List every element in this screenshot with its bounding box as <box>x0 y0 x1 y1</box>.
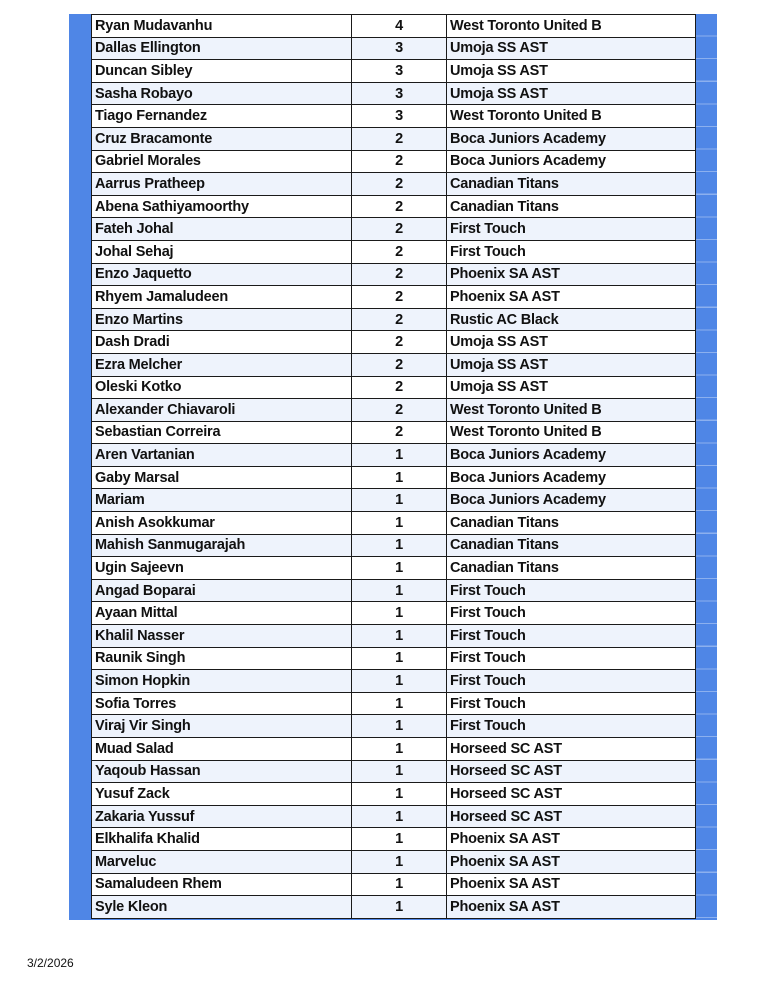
player-name-cell: Alexander Chiavaroli <box>92 399 352 422</box>
team-name-cell: First Touch <box>447 647 696 670</box>
player-name-cell: Gaby Marsal <box>92 466 352 489</box>
goals-cell: 2 <box>352 195 447 218</box>
team-name-cell: Phoenix SA AST <box>447 873 696 896</box>
table-row <box>92 760 696 783</box>
sheet-right-column <box>694 14 717 920</box>
player-name-cell: Ugin Sajeevn <box>92 557 352 580</box>
table-row <box>92 602 696 625</box>
table-row <box>92 828 696 851</box>
table-row <box>92 805 696 828</box>
player-name-cell: Dash Dradi <box>92 331 352 354</box>
goals-cell: 1 <box>352 466 447 489</box>
team-name-cell: Horseed SC AST <box>447 805 696 828</box>
table-row <box>92 738 696 761</box>
team-name-cell: First Touch <box>447 218 696 241</box>
goals-cell: 1 <box>352 557 447 580</box>
player-name-cell: Gabriel Morales <box>92 150 352 173</box>
table-row <box>92 37 696 60</box>
goals-cell: 1 <box>352 828 447 851</box>
team-name-cell: First Touch <box>447 240 696 263</box>
table-row <box>92 534 696 557</box>
team-name-cell: Phoenix SA AST <box>447 896 696 919</box>
player-name-cell: Sebastian Correira <box>92 421 352 444</box>
goals-cell: 4 <box>352 15 447 38</box>
table-row <box>92 625 696 648</box>
goals-cell: 3 <box>352 105 447 128</box>
team-name-cell: First Touch <box>447 625 696 648</box>
player-name-cell: Mariam <box>92 489 352 512</box>
table-row <box>92 60 696 83</box>
goals-cell: 1 <box>352 692 447 715</box>
goals-cell: 2 <box>352 308 447 331</box>
team-name-cell: Umoja SS AST <box>447 331 696 354</box>
player-name-cell: Mahish Sanmugarajah <box>92 534 352 557</box>
goals-cell: 2 <box>352 240 447 263</box>
team-name-cell: Umoja SS AST <box>447 82 696 105</box>
table-row <box>92 647 696 670</box>
print-date: 3/2/2026 <box>27 956 74 970</box>
table-row <box>92 557 696 580</box>
table-row <box>92 105 696 128</box>
player-name-cell: Rhyem Jamaludeen <box>92 286 352 309</box>
goals-cell: 1 <box>352 444 447 467</box>
player-name-cell: Oleski Kotko <box>92 376 352 399</box>
goals-cell: 2 <box>352 331 447 354</box>
player-name-cell: Raunik Singh <box>92 647 352 670</box>
player-name-cell: Aren Vartanian <box>92 444 352 467</box>
team-name-cell: Canadian Titans <box>447 195 696 218</box>
team-name-cell: Phoenix SA AST <box>447 286 696 309</box>
team-name-cell: Boca Juniors Academy <box>447 127 696 150</box>
goals-cell: 1 <box>352 873 447 896</box>
goals-cell: 2 <box>352 127 447 150</box>
team-name-cell: Phoenix SA AST <box>447 828 696 851</box>
table-row <box>92 783 696 806</box>
goals-cell: 2 <box>352 376 447 399</box>
player-name-cell: Aarrus Pratheep <box>92 173 352 196</box>
goals-cell: 1 <box>352 760 447 783</box>
goals-cell: 2 <box>352 399 447 422</box>
table-row <box>92 873 696 896</box>
goals-cell: 3 <box>352 60 447 83</box>
table-row <box>92 286 696 309</box>
player-name-cell: Duncan Sibley <box>92 60 352 83</box>
team-name-cell: First Touch <box>447 715 696 738</box>
goals-cell: 1 <box>352 715 447 738</box>
goals-cell: 2 <box>352 218 447 241</box>
goals-cell: 1 <box>352 534 447 557</box>
player-name-cell: Yusuf Zack <box>92 783 352 806</box>
table-row <box>92 195 696 218</box>
table-row <box>92 850 696 873</box>
team-name-cell: Boca Juniors Academy <box>447 444 696 467</box>
table-row <box>92 331 696 354</box>
player-name-cell: Syle Kleon <box>92 896 352 919</box>
player-name-cell: Ryan Mudavanhu <box>92 15 352 38</box>
table-row <box>92 715 696 738</box>
goals-cell: 2 <box>352 173 447 196</box>
table-row <box>92 150 696 173</box>
team-name-cell: West Toronto United B <box>447 421 696 444</box>
scorers-table <box>91 14 696 919</box>
team-name-cell: First Touch <box>447 670 696 693</box>
player-name-cell: Cruz Bracamonte <box>92 127 352 150</box>
goals-cell: 1 <box>352 579 447 602</box>
table-row <box>92 173 696 196</box>
player-name-cell: Fateh Johal <box>92 218 352 241</box>
table-row <box>92 353 696 376</box>
team-name-cell: Horseed SC AST <box>447 738 696 761</box>
team-name-cell: Canadian Titans <box>447 557 696 580</box>
goals-cell: 1 <box>352 602 447 625</box>
goals-cell: 3 <box>352 37 447 60</box>
player-name-cell: Johal Sehaj <box>92 240 352 263</box>
team-name-cell: Phoenix SA AST <box>447 263 696 286</box>
player-name-cell: Sofia Torres <box>92 692 352 715</box>
goals-cell: 1 <box>352 850 447 873</box>
table-row <box>92 896 696 919</box>
goals-cell: 1 <box>352 738 447 761</box>
table-row <box>92 466 696 489</box>
goals-cell: 2 <box>352 286 447 309</box>
team-name-cell: Umoja SS AST <box>447 376 696 399</box>
team-name-cell: Canadian Titans <box>447 534 696 557</box>
team-name-cell: First Touch <box>447 692 696 715</box>
goals-cell: 2 <box>352 263 447 286</box>
table-row <box>92 444 696 467</box>
table-row <box>92 127 696 150</box>
player-name-cell: Viraj Vir Singh <box>92 715 352 738</box>
player-name-cell: Anish Asokkumar <box>92 512 352 535</box>
player-name-cell: Simon Hopkin <box>92 670 352 693</box>
goals-cell: 3 <box>352 82 447 105</box>
team-name-cell: Boca Juniors Academy <box>447 489 696 512</box>
team-name-cell: West Toronto United B <box>447 399 696 422</box>
player-name-cell: Ayaan Mittal <box>92 602 352 625</box>
team-name-cell: Boca Juniors Academy <box>447 150 696 173</box>
table-row <box>92 308 696 331</box>
team-name-cell: Horseed SC AST <box>447 760 696 783</box>
goals-cell: 2 <box>352 353 447 376</box>
table-row <box>92 82 696 105</box>
team-name-cell: Umoja SS AST <box>447 353 696 376</box>
team-name-cell: Rustic AC Black <box>447 308 696 331</box>
goals-cell: 1 <box>352 512 447 535</box>
team-name-cell: Umoja SS AST <box>447 37 696 60</box>
table-row <box>92 692 696 715</box>
table-row <box>92 512 696 535</box>
team-name-cell: Canadian Titans <box>447 512 696 535</box>
team-name-cell: Umoja SS AST <box>447 60 696 83</box>
player-name-cell: Samaludeen Rhem <box>92 873 352 896</box>
team-name-cell: First Touch <box>447 579 696 602</box>
goals-cell: 2 <box>352 150 447 173</box>
player-name-cell: Muad Salad <box>92 738 352 761</box>
table-row <box>92 376 696 399</box>
goals-cell: 1 <box>352 489 447 512</box>
team-name-cell: West Toronto United B <box>447 15 696 38</box>
team-name-cell: Phoenix SA AST <box>447 850 696 873</box>
player-name-cell: Enzo Jaquetto <box>92 263 352 286</box>
player-name-cell: Dallas Ellington <box>92 37 352 60</box>
goals-cell: 1 <box>352 783 447 806</box>
player-name-cell: Tiago Fernandez <box>92 105 352 128</box>
player-name-cell: Sasha Robayo <box>92 82 352 105</box>
goals-cell: 1 <box>352 896 447 919</box>
team-name-cell: First Touch <box>447 602 696 625</box>
table-row <box>92 15 696 38</box>
player-name-cell: Marveluc <box>92 850 352 873</box>
player-name-cell: Khalil Nasser <box>92 625 352 648</box>
team-name-cell: Canadian Titans <box>447 173 696 196</box>
player-name-cell: Elkhalifa Khalid <box>92 828 352 851</box>
goals-cell: 1 <box>352 647 447 670</box>
table-row <box>92 399 696 422</box>
table-row <box>92 579 696 602</box>
team-name-cell: Boca Juniors Academy <box>447 466 696 489</box>
table-row <box>92 421 696 444</box>
scorers-table-body <box>92 15 696 919</box>
goals-cell: 1 <box>352 670 447 693</box>
player-name-cell: Angad Boparai <box>92 579 352 602</box>
table-row <box>92 489 696 512</box>
player-name-cell: Abena Sathiyamoorthy <box>92 195 352 218</box>
team-name-cell: Horseed SC AST <box>447 783 696 806</box>
goals-cell: 1 <box>352 625 447 648</box>
player-name-cell: Ezra Melcher <box>92 353 352 376</box>
player-name-cell: Enzo Martins <box>92 308 352 331</box>
player-name-cell: Yaqoub Hassan <box>92 760 352 783</box>
table-row <box>92 240 696 263</box>
team-name-cell: West Toronto United B <box>447 105 696 128</box>
player-name-cell: Zakaria Yussuf <box>92 805 352 828</box>
goals-cell: 1 <box>352 805 447 828</box>
table-row <box>92 670 696 693</box>
table-row <box>92 263 696 286</box>
goals-cell: 2 <box>352 421 447 444</box>
table-row <box>92 218 696 241</box>
